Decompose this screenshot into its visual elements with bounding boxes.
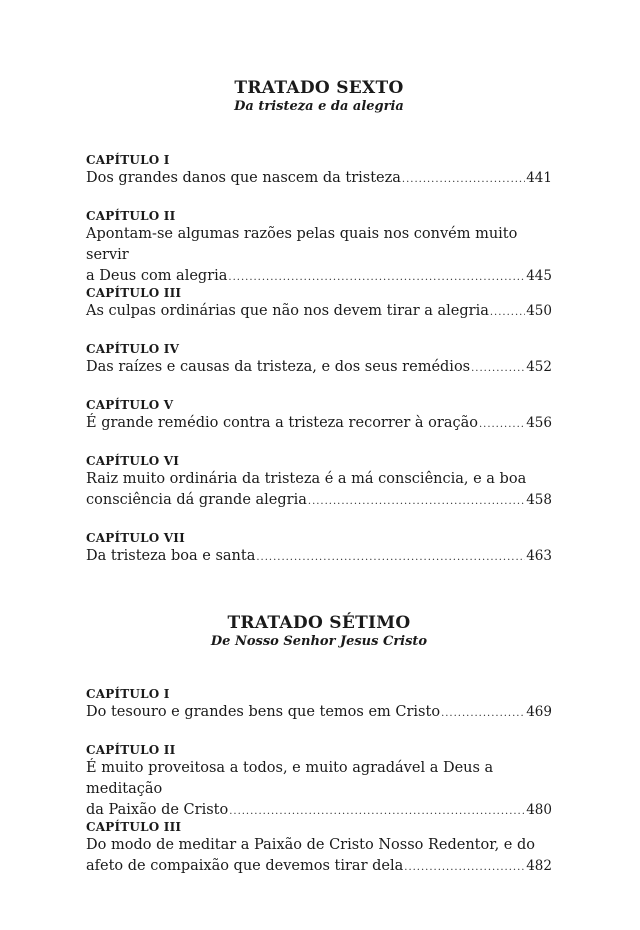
chapter-entry[interactable] (86, 208, 552, 288)
treatise-title: TRATADO SÉTIMO (227, 613, 411, 633)
chapter-label: CAPÍTULO I (86, 687, 170, 701)
leader-dots (490, 302, 525, 323)
treatise-6 (86, 78, 552, 116)
page-number: 452 (526, 359, 552, 375)
leader-dots (256, 547, 525, 568)
treatise-subtitle: Da tristeza e da alegria (234, 99, 404, 114)
chapter-entry[interactable] (86, 152, 552, 190)
chapter-title-line (86, 490, 552, 512)
leader-dots (479, 414, 525, 435)
chapter-title-line (86, 168, 552, 190)
chapter-entry[interactable] (86, 285, 552, 323)
chapter-label: CAPÍTULO III (86, 286, 182, 300)
page-number: 456 (526, 415, 552, 431)
chapter-title: É muito proveitosa a todos, e muito agradável a Deus a meditação (86, 760, 494, 797)
treatise-7 (86, 613, 552, 651)
page-number: 482 (526, 858, 552, 874)
chapter-title-line (86, 856, 552, 878)
chapter-title: É grande remédio contra a tristeza recorrer à oração (86, 415, 478, 431)
chapter-title: Das raízes e causas da tristeza, e dos seus remédios (86, 359, 471, 375)
chapter-title: Do modo de meditar a Paixão de Cristo Nosso Redentor, e do (86, 837, 535, 853)
chapter-title: Do tesouro e grandes bens que temos em Cristo (86, 704, 441, 720)
leader-dots (471, 358, 525, 379)
chapter-label: CAPÍTULO III (86, 820, 182, 834)
page-number: 463 (526, 548, 552, 564)
leader-dots (402, 169, 525, 190)
chapter-title: consciência dá grande alegria (86, 492, 307, 508)
chapter-title: afeto de compaixão que devemos tirar dela (86, 858, 404, 874)
chapter-title: Raiz muito ordinária da tristeza é a má consciência, e a boa (86, 471, 527, 487)
chapter-label: CAPÍTULO VI (86, 454, 180, 468)
chapter-entry[interactable] (86, 453, 552, 512)
chapter-label: CAPÍTULO IV (86, 342, 180, 356)
chapter-entry[interactable] (86, 819, 552, 878)
page-number: 441 (526, 170, 552, 186)
page-number: 445 (526, 268, 552, 284)
chapter-label: CAPÍTULO VII (86, 531, 185, 545)
chapter-entry[interactable] (86, 742, 552, 822)
chapter-title-line (86, 702, 552, 724)
chapter-entry[interactable] (86, 686, 552, 724)
chapter-entry[interactable] (86, 397, 552, 435)
treatise-title: TRATADO SEXTO (234, 78, 404, 98)
leader-dots (308, 491, 525, 512)
leader-dots (441, 703, 525, 724)
leader-dots (404, 857, 525, 878)
chapter-title-line (86, 301, 552, 323)
treatise-subtitle: De Nosso Senhor Jesus Cristo (210, 634, 428, 649)
chapter-title: As culpas ordinárias que não nos devem tirar a alegria (86, 303, 489, 319)
chapter-title-line (86, 357, 552, 379)
chapter-title: da Paixão de Cristo (86, 802, 229, 818)
chapter-label: CAPÍTULO I (86, 153, 170, 167)
chapter-title: Apontam-se algumas razões pelas quais nos convém muito servir (86, 226, 518, 263)
page-number: 450 (526, 303, 552, 319)
chapter-entry[interactable] (86, 341, 552, 379)
chapter-label: CAPÍTULO V (86, 398, 174, 412)
chapter-title: a Deus com alegria (86, 268, 228, 284)
chapter-label: CAPÍTULO II (86, 209, 176, 223)
page-number: 458 (526, 492, 552, 508)
page-number: 469 (526, 704, 552, 720)
chapter-title-line (86, 413, 552, 435)
chapter-label: CAPÍTULO II (86, 743, 176, 757)
chapter-title: Da tristeza boa e santa (86, 548, 256, 564)
chapter-entry[interactable] (86, 530, 552, 568)
page-number: 480 (526, 802, 552, 818)
chapter-title-line (86, 546, 552, 568)
chapter-title: Dos grandes danos que nascem da tristeza (86, 170, 401, 186)
